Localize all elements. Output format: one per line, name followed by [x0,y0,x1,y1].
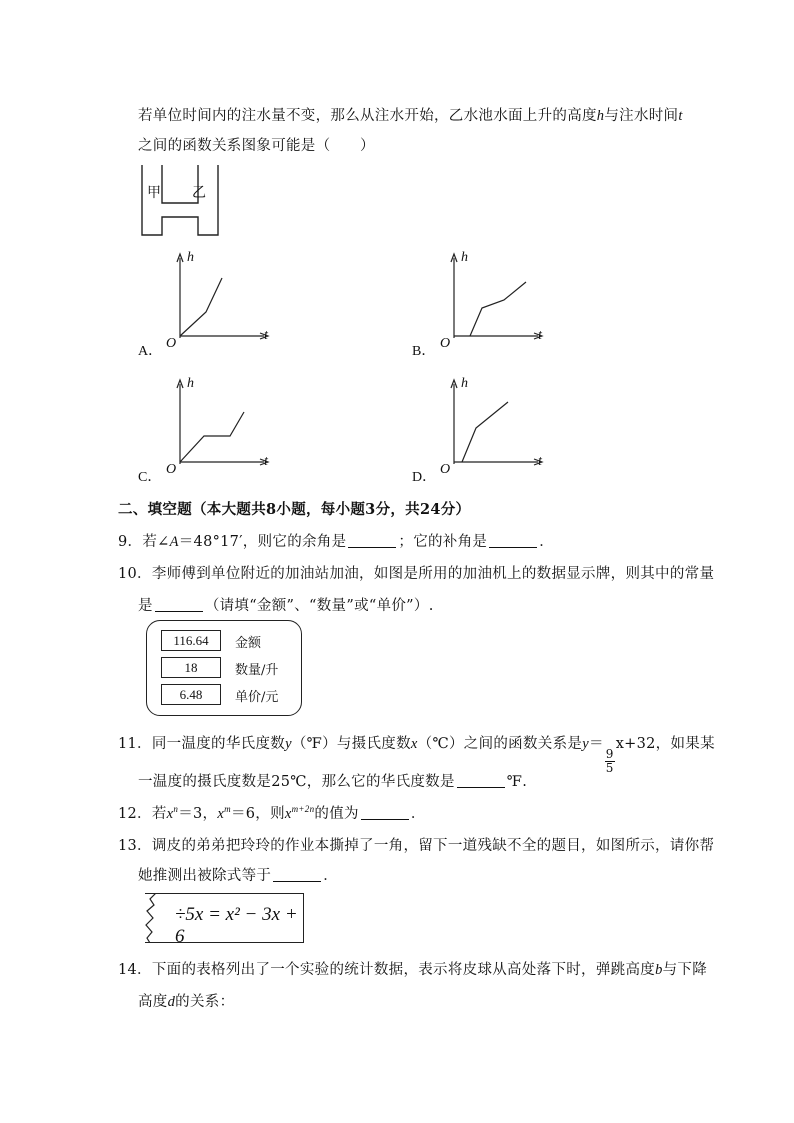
graph-d-curve [462,402,508,462]
question-13-line1: 13．调皮的弟弟把玲玲的作业本撕掉了一角，留下一道残缺不全的题目，如图所示，请你帮 [118,838,715,854]
graph-a-x-label: t [264,328,268,343]
option-b-label: B． [412,344,436,359]
graph-b-origin: O [440,336,451,351]
question-10-line1: 10．李师傅到单位附近的加油站加油，如图是所用的加油机上的数据显示牌，则其中的常量 [118,566,715,582]
question-10-line2: 是 （请填“金额”、“数量”或“单价”）. [138,598,434,614]
question-14-line1: 14．下面的表格列出了一个实验的统计数据，表示将皮球从高处落下时，弹跳高度b与下降 [118,962,708,978]
q9-blank-2[interactable] [489,535,537,548]
graph-b-curve [470,282,526,336]
graph-b [434,250,554,350]
question-11-line1: 11．同一温度的华氏度数y（℉）与摄氏度数x（℃）之间的函数关系是y＝ $\frac{9}{5}$ x+32，如果某 [118,736,715,775]
option-c-label: C． [138,470,162,485]
fraction-9-5: $\frac{9}{5}$ [605,747,614,775]
graph-a-y-label: h [187,250,194,265]
display-price-label: 单价/元 [235,690,279,705]
graph-d [434,376,554,476]
graph-d-origin: O [440,462,451,477]
display-price-value: 6.48 [161,684,221,705]
section-heading: 二、填空题（本大题共8小题，每小题3分，共24分） [118,501,471,518]
graph-b-x-label: t [538,328,542,343]
question-11-line2: 一温度的摄氏度数是25℃，那么它的华氏度数是 ℉. [138,774,528,790]
display-quantity-label: 数量/升 [235,663,279,678]
q11-blank[interactable] [457,775,505,788]
graph-d-y-label: h [461,376,468,391]
graph-d-x-label: t [538,454,542,469]
torn-note-expression: ÷5x = x² − 3x + 6 [175,904,298,947]
q9-blank-1[interactable] [348,535,396,548]
graph-a-curve [180,278,222,336]
graph-c-curve [180,412,244,462]
fuel-display-panel [146,620,302,716]
pool-left-label: 甲 [147,185,161,201]
pool-right-label: 乙 [192,185,206,201]
q12-blank[interactable] [361,807,409,820]
graph-c-origin: O [166,462,177,477]
display-amount-value: 116.64 [161,630,221,651]
graph-c [160,376,280,476]
option-a-label: A． [138,344,163,359]
question-14-line2: 高度d的关系： [138,994,235,1010]
pool-diagram [140,165,220,237]
graph-a [160,250,280,350]
option-d-label: D． [412,470,437,485]
q8-line1: 若单位时间内的注水量不变，那么从注水开始，乙水池水面上升的高度h与注水时间t [138,108,683,124]
display-amount-label: 金额 [235,636,262,651]
display-quantity-value: 18 [161,657,221,678]
graph-a-origin: O [166,336,177,351]
graph-b-y-label: h [461,250,468,265]
torn-note [145,893,304,947]
graph-c-y-label: h [187,376,194,391]
question-12: 12．若$x^n=3$，$x^m=6$，则$x^{m+2n}$的值为 ． [118,804,426,822]
question-13-line2: 她推测出被除式等于 ． [138,868,339,884]
graph-c-x-label: t [264,454,268,469]
q10-blank[interactable] [155,599,203,612]
q13-blank[interactable] [273,869,321,882]
q8-line2: 之间的函数关系图象可能是（ ） [138,138,375,154]
question-9: 9．若∠A＝48°17′，则它的余角是 ；它的补角是 ． [118,534,555,550]
